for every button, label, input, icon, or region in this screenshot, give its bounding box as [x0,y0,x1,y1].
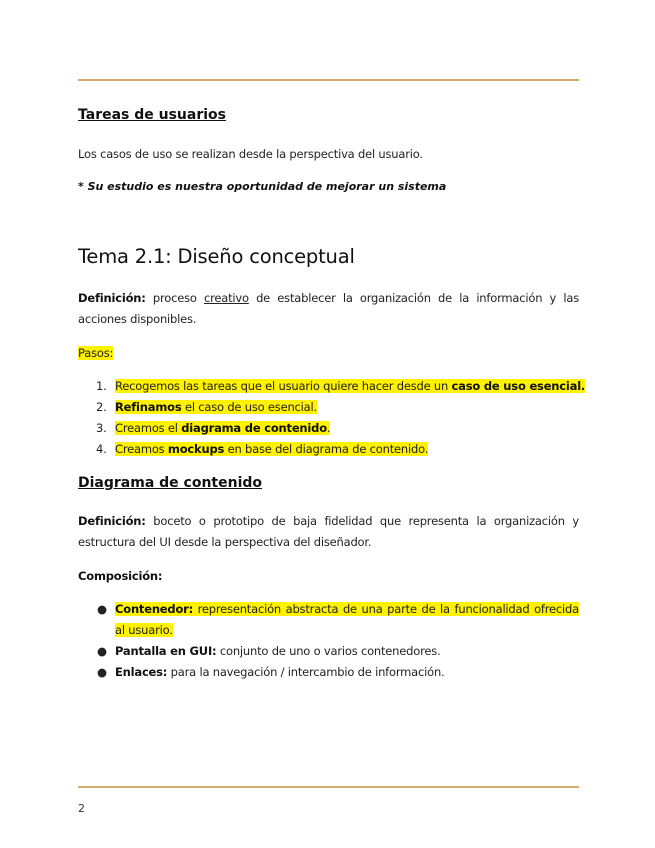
bullet-icon: ● [97,665,107,679]
tareas-note: * Su estudio es nuestra oportunidad de mejorar un sistema [78,180,447,193]
list-item: ● Contenedor: representación abstracta de una parte de la funcionalidad ofrecida al usuario. [96,599,579,641]
list-item: 4. Creamos mockups en base del diagrama de contenido. [96,442,429,456]
page-number: 2 [78,802,85,815]
page-title: Tema 2.1: Diseño conceptual [78,245,355,268]
diagrama-definicion-text: boceto o prototipo de baja fidelidad que representa la organización y estructura del UI desde la perspectiva del diseñador. [78,514,579,549]
composicion-label: Composición: [78,569,163,583]
pasos-label: Pasos: [78,346,114,360]
header-divider [78,79,579,81]
composicion-list [96,599,579,683]
list-item: ● Enlaces: para la navegación / intercambio de información. [96,662,579,683]
bullet-icon: ● [97,644,107,658]
list-item: ● Pantalla en GUI: conjunto de uno o varios contenedores. [96,641,579,662]
bullet-icon: ● [97,602,107,616]
footer-divider [78,786,579,788]
section-title-diagrama: Diagrama de contenido [78,475,263,491]
definicion-label: Definición: [78,291,146,305]
list-item: 1. Recogemos las tareas que el usuario quiere hacer desde un caso de uso esencial. [96,379,586,393]
pasos-list [96,376,585,460]
list-item: 2. Refinamos el caso de uso esencial. [96,400,317,414]
definicion-paragraph [78,288,579,330]
list-item: 3. Creamos el diagrama de contenido. [96,421,331,435]
diagrama-definicion-paragraph [78,511,579,553]
diagrama-definicion-label: Definición: [78,514,146,528]
tareas-text: Los casos de uso se realizan desde la perspectiva del usuario. [78,147,423,161]
definicion-pre: proceso [145,291,204,305]
definicion-underlined: creativo [203,291,249,305]
section-title-tareas: Tareas de usuarios [78,107,227,123]
definicion-post: de establecer la organización de la información y las acciones disponibles. [78,291,579,326]
